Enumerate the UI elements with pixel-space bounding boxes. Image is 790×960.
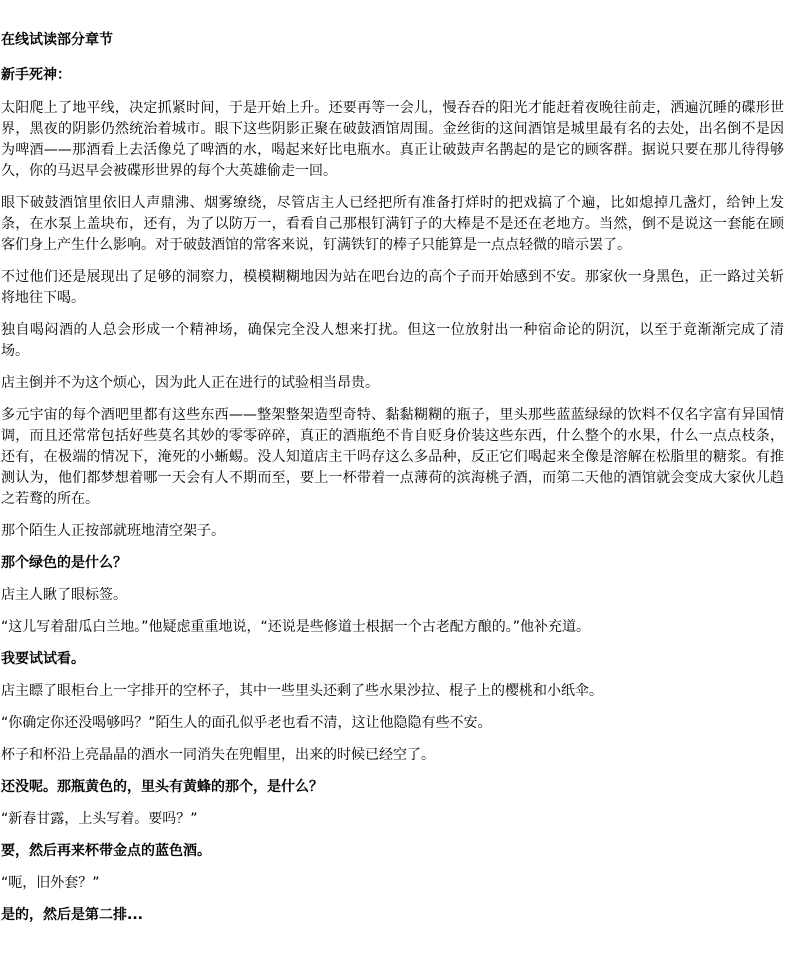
dialogue-line-bold: 我要试试看。 [1,651,85,667]
paragraph: 独自喝闷酒的人总会形成一个精神场，确保完全没人想来打扰。但这一位放射出一种宿命论的阴沉，以至于竟渐渐完成了清场。 [1,322,784,359]
paragraph: “新春甘露，上头写着。要吗？” [1,811,198,827]
paragraph: 那个陌生人正按部就班地清空架子。 [1,523,225,539]
dialogue-line-bold: 是的，然后是第二排... [1,907,143,923]
paragraph: “这儿写着甜瓜白兰地。”他疑虑重重地说，“还说是些修道士根据一个古老配方酿的。”他补充道。 [1,619,591,635]
paragraph: 不过他们还是展现出了足够的洞察力，模模糊糊地因为站在吧台边的高个子而开始感到不安。那家伙一身黑色，正一路过关斩将地往下喝。 [1,269,784,306]
paragraph: 店主倒并不为这个烦心，因为此人正在进行的试验相当昂贵。 [1,375,379,391]
dialogue-line-bold: 那个绿色的是什么？ [1,555,127,571]
paragraph: “你确定你还没喝够吗？”陌生人的面孔似乎老也看不清，这让他隐隐有些不安。 [1,715,492,731]
paragraph: “呃，旧外套？” [1,875,100,891]
paragraph-list [1,98,784,926]
section-title: 在线试读部分章节 [1,32,113,48]
paragraph: 太阳爬上了地平线，决定抓紧时间，于是开始上升。还要再等一会儿，慢吞吞的阳光才能赶着夜晚往前走，洒遍沉睡的碟形世界，黑夜的阴影仍然统治着城市。眼下这些阴影正聚在破鼓酒馆周围。金丝街的这间酒馆是城里最有名的去处，出名倒不是因为啤酒——那酒看上去活像兑了啤酒的水，喝起来好比电瓶水。真正让破鼓声名鹊起的是它的顾客群。据说只要在那儿待得够久，你的马迟早会被碟形世界的每个大英雄偷走一回。 [1,100,784,179]
dialogue-line-bold: 要，然后再来杯带金点的蓝色酒。 [1,843,211,859]
paragraph: 杯子和杯沿上亮晶晶的酒水一同消失在兜帽里，出来的时候已经空了。 [1,747,435,763]
paragraph: 眼下破鼓酒馆里依旧人声鼎沸、烟雾缭绕，尽管店主人已经把所有准备打烊时的把戏搞了个遍，比如熄掉几盏灯，给钟上发条，在水泵上盖块布，还有，为了以防万一，看看自己那根钉满钉子的大棒是不是还在老地方。当然，倒不是说这一套能在顾客们身上产生什么影响。对于破鼓酒馆的常客来说，钉满铁钉的棒子只能算是一点点轻微的暗示罢了。 [1,195,784,253]
paragraph: 店主瞟了眼柜台上一字排开的空杯子，其中一些里头还剩了些水果沙拉、棍子上的樱桃和小纸伞。 [1,683,603,699]
dialogue-line-bold: 还没呢。那瓶黄色的，里头有黄蜂的那个，是什么？ [1,779,323,795]
paragraph: 店主人瞅了眼标签。 [1,587,127,603]
chapter-title: 新手死神： [1,67,71,83]
paragraph: 多元宇宙的每个酒吧里都有这些东西——整架整架造型奇特、黏黏糊糊的瓶子，里头那些蓝蓝绿绿的饮料不仅名字富有异国情调，而且还常常包括好些莫名其妙的零零碎碎，真正的酒瓶绝不肯自贬身价装这些东西，什么整个的水果，什么一点点枝条，还有，在极端的情况下，淹死的小蜥蜴。没人知道店主干吗存这么多品种，反正它们喝起来全像是溶解在松脂里的糖浆。有推测认为，他们都梦想着哪一天会有人不期而至，要上一杯带着一点薄荷的滨海桃子酒，而第二天他的酒馆就会变成大家伙儿趋之若鹜的所在。 [1,407,784,507]
